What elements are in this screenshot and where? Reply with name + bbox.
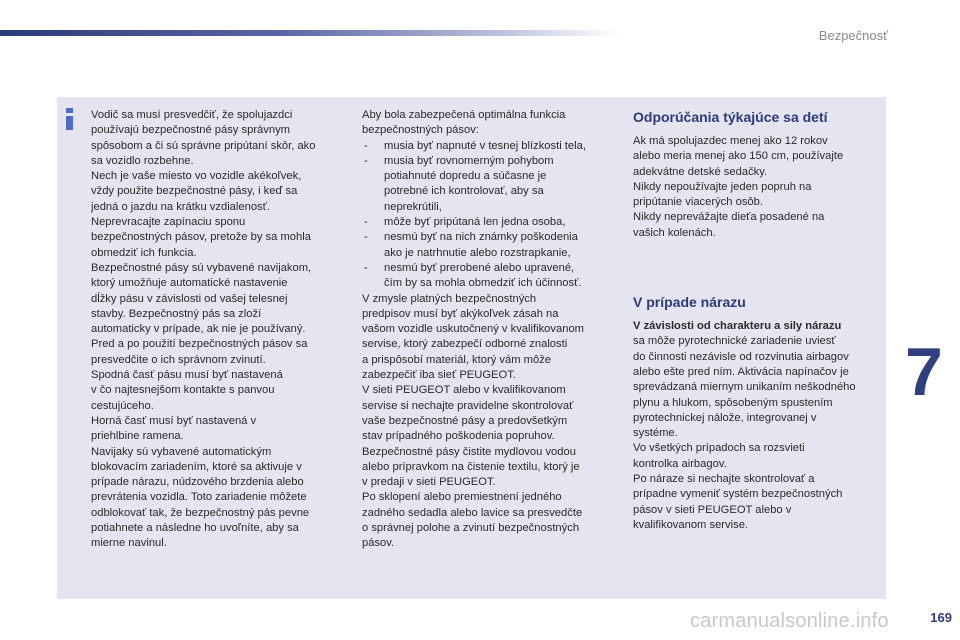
text-line: prípade nárazu, núdzového brzdenia alebo: [91, 476, 304, 489]
children-and-crash-column: [633, 108, 883, 533]
text-line: alebo prípravkom na čistenie textilu, ktorý je: [362, 460, 580, 473]
text-line: systéme.: [633, 427, 678, 440]
text-line: zadného sedadla alebo lavice sa presvedčte: [362, 506, 583, 519]
page-number: 169: [930, 610, 952, 625]
chapter-number: 7: [905, 334, 943, 410]
text-line: vaše bezpečnostné pásy a predovšetkým: [362, 414, 568, 427]
text-line: Vodič sa musí presvedčiť, že spolujazdci: [91, 109, 293, 121]
text-line: Vo všetkých prípadoch sa rozsvieti: [633, 442, 805, 455]
text-line: stavby. Bezpečnostný pás sa zloží: [91, 307, 262, 320]
text-line: mierne navinul.: [91, 537, 167, 550]
text-line: Po náraze si nechajte skontrolovať a: [633, 473, 815, 486]
text-line: nesmú byť prerobené alebo upravené,: [384, 261, 575, 274]
text-line: kvalifikovanom servise.: [633, 518, 749, 531]
text-line: alebo ešte pred ním. Aktivácia napínačov je: [633, 365, 849, 378]
text-line: Horná časť musí byť nastavená v: [91, 414, 257, 427]
header-gradient-bar: [0, 30, 620, 36]
text-line: dĺžky pásu v závislosti od vašej telesnej: [91, 292, 288, 305]
text-line: pyrotechnickej nálože, integrovanej v: [633, 411, 817, 424]
text-line: potrebné ich kontrolovať, aby sa: [384, 185, 544, 198]
list-dash: -: [364, 216, 368, 229]
text-line: Pred a po použití bezpečnostných pásov sa: [91, 338, 308, 351]
list-item: [362, 154, 618, 215]
list-dash: -: [364, 154, 368, 167]
text-line: odblokovať tak, že bezpečnostný pás pevne: [91, 506, 310, 519]
text-line: sa môže pyrotechnické zariadenie uviesť: [633, 335, 836, 348]
text-line: Bezpečnostné pásy čistite mydlovou vodou: [362, 445, 576, 458]
text-line: neprekrútili,: [384, 200, 442, 213]
text-line: kontrolka airbagov.: [633, 457, 727, 470]
seatbelt-info-column: [91, 108, 353, 552]
text-line: presvedčite o ich správnom zvinutí.: [91, 353, 266, 366]
text-line: automaticky v prípade, ak nie je používaný.: [91, 323, 306, 336]
text-line: čím by sa mohla obmedziť ich účinnosť.: [384, 277, 582, 290]
text-line: vždy použite bezpečnostné pásy, i keď sa: [91, 185, 298, 198]
text-line: servise si nechajte pravidelne skontrolovať: [362, 399, 574, 412]
text-line: musia byť napnuté v tesnej blízkosti tela,: [384, 139, 586, 152]
text-line: Aby bola zabezpečená optimálna funkcia: [362, 109, 566, 121]
text-line: Ak má spolujazdec menej ako 12 rokov: [633, 135, 828, 147]
seatbelt-care-column: [362, 108, 618, 552]
text-line: Nikdy nepoužívajte jeden popruh na: [633, 180, 812, 193]
text-line: nesmú byť na nich známky poškodenia: [384, 231, 578, 244]
text-line: o správnej polohe a zvinutí bezpečnostných: [362, 522, 580, 535]
text-line: spôsobom a či sú správne pripútaní skôr, ako: [91, 139, 316, 152]
info-icon-dot: [66, 108, 73, 113]
text-line: Po sklopení alebo premiestnení jedného: [362, 491, 562, 504]
text-line: V zmysle platných bezpečnostných: [362, 292, 537, 305]
text-line: musia byť rovnomerným pohybom: [384, 154, 554, 167]
text-line: Neprevracajte zapínaciu sponu: [91, 216, 246, 229]
text-line: v čo najtesnejšom kontakte s panvou: [91, 384, 275, 397]
text-line: pásov v sieti PEUGEOT alebo v: [633, 503, 792, 516]
text-line: potiahnuté dopredu a súčasne je: [384, 170, 547, 183]
list-item: [362, 230, 618, 261]
text-line: sa vozidlo rozbehne.: [91, 154, 194, 167]
text-line: zabezpečiť iba sieť PEUGEOT.: [362, 369, 516, 382]
text-line: Bezpečnostné pásy sú vybavené navijakom,: [91, 261, 312, 274]
text-line: adekvátne detské sedačky.: [633, 165, 768, 178]
in-case-of-impact-heading: V prípade nárazu: [633, 294, 746, 311]
text-line: potiahnete a následne ho uvoľníte, aby sa: [91, 522, 299, 535]
text-line: ktorý umožňuje automatické nastavenie: [91, 277, 288, 290]
section-title: Bezpečnosť: [818, 28, 888, 43]
text-line: do činnosti nezávisle od rozvinutia airbagov: [633, 350, 849, 363]
text-line: jedná o jazdu na krátku vzdialenosť.: [91, 200, 270, 213]
text-line: V sieti PEUGEOT alebo v kvalifikovanom: [362, 384, 566, 397]
list-item: [362, 261, 618, 292]
text-line: sprevádzaná miernym unikaním neškodného: [633, 381, 856, 394]
text-line: Spodná časť pásu musí byť nastavená: [91, 369, 283, 382]
info-icon-stem: [66, 116, 73, 130]
text-line: priehlbine ramena.: [91, 430, 184, 443]
info-icon: [62, 108, 76, 130]
text-line: Navijaky sú vybavené automatickým: [91, 445, 272, 458]
text-line: pripútanie viacerých osôb.: [633, 196, 763, 209]
text-line: blokovacím zariadením, ktoré sa aktivuje v: [91, 460, 302, 473]
text-line: ako je natrhnutie alebo rozstrapkanie,: [384, 246, 571, 259]
text-line: vašich kolenách.: [633, 226, 716, 239]
watermark: carmanualsonline.info: [690, 610, 889, 632]
text-line: bezpečnostných pásov:: [362, 124, 479, 137]
text-line: používajú bezpečnostné pásy správnym: [91, 124, 291, 137]
text-line: cestujúceho.: [91, 399, 154, 412]
list-item: [362, 215, 618, 230]
text-line: prevrátenia vozidla. Toto zariadenie môžete: [91, 491, 307, 504]
impact-subheading: V závislosti od charakteru a sily nárazu: [633, 320, 842, 333]
text-line: stav prípadného poškodenia popruhov.: [362, 430, 555, 443]
text-line: servise, ktorý zabezpečí odborné znalosti: [362, 338, 568, 351]
text-line: vašom vozidle uskutočnený v kvalifikovanom: [362, 323, 584, 336]
text-line: predpisov musí byť akýkoľvek zásah na: [362, 307, 559, 320]
text-line: a prispôsobí materiál, ktorý vám môže: [362, 353, 552, 366]
text-line: môže byť pripútaná len jedna osoba,: [384, 216, 566, 229]
list-dash: -: [364, 231, 368, 244]
text-line: Nech je vaše miesto vo vozidle akékoľvek,: [91, 170, 302, 183]
list-dash: -: [364, 139, 368, 152]
children-recommendations-heading: Odporúčania týkajúce sa detí: [633, 109, 828, 125]
text-line: v predaji v sieti PEUGEOT.: [362, 476, 496, 489]
text-line: prípadne vymeniť systém bezpečnostných: [633, 488, 843, 501]
text-line: Nikdy neprevážajte dieťa posadené na: [633, 211, 825, 224]
list-dash: -: [364, 261, 368, 274]
text-line: plynu a hlukom, spôsobeným spustením: [633, 396, 833, 409]
list-item: [362, 139, 618, 154]
text-line: alebo meria menej ako 150 cm, používajte: [633, 150, 844, 163]
text-line: obmedziť ich funkcia.: [91, 246, 197, 259]
text-line: bezpečnostných pásov, pretože by sa mohla: [91, 231, 311, 244]
text-line: pásov.: [362, 537, 395, 550]
